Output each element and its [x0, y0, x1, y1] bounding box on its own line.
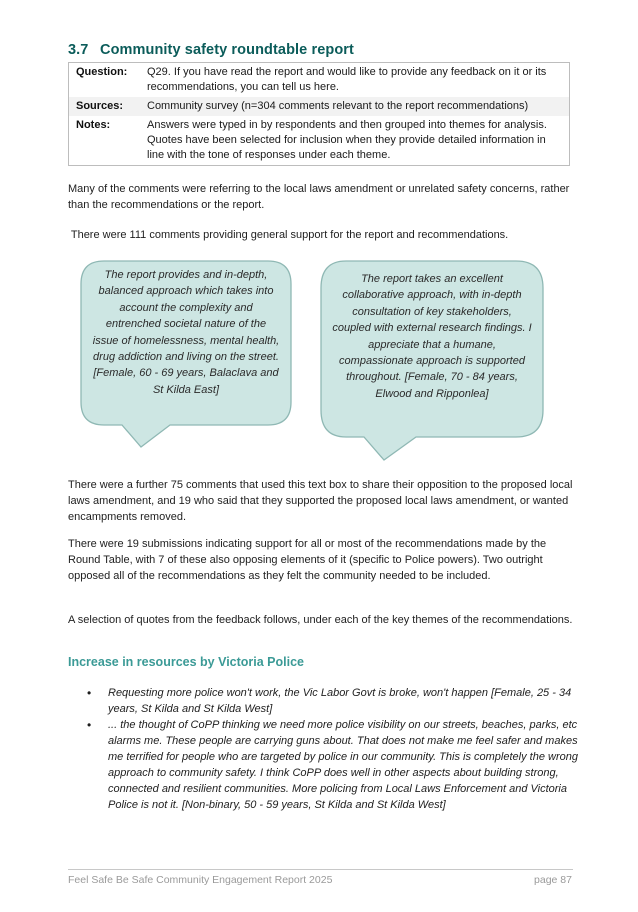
theme-heading: Increase in resources by Victoria Police: [68, 655, 304, 669]
sources-value: Community survey (n=304 comments relevant to the report recommendations): [140, 97, 570, 116]
quote-text: ... the thought of CoPP thinking we need more police visibility on our streets, beaches, parks, etc alarms me. These people are carrying guns about. That does not make me feel safer and makes me terrified for people who are targeted by police in our community. This is completely the wrong approach to community safety. I think CoPP does well in other aspects about building strong, connected and resilient communities. More policing from Local Laws Enforcement and Victoria Police is not it. [Non-binary, 50 - 59 years, St Kilda and St Kilda West]: [108, 719, 578, 811]
notes-value: Answers were typed in by respondents and then grouped into themes for analysis. Quotes have been selected for inclusion when they provide detailed information in line with the tone of responses under each theme.: [147, 119, 547, 161]
list-item: [68, 717, 578, 813]
question-info-table: [68, 62, 570, 166]
section-title: Community safety roundtable report: [100, 42, 354, 58]
quote-list: [68, 685, 578, 813]
bullet-icon: •: [87, 686, 92, 700]
footer-report-title: Feel Safe Be Safe Community Engagement Report 2025: [68, 874, 333, 886]
quote-text: Requesting more police won't work, the Vic Labor Govt is broke, won't happen [Female, 25 - 34 years, St Kilda and St Kilda West]: [108, 687, 572, 715]
paragraph-selection: A selection of quotes from the feedback follows, under each of the key themes of the recommendations.: [68, 614, 573, 626]
quote-callout-1: [78, 259, 294, 451]
bullet-icon: •: [87, 718, 92, 732]
paragraph-general-support: There were 111 comments providing general support for the report and recommendations.: [68, 229, 509, 241]
table-row: [69, 116, 570, 166]
paragraph-opposition: There were a further 75 comments that used this text box to share their opposition to the proposed local laws amendment, and 19 who said that they supported the proposed local laws amendment, or wanted encampments removed.: [68, 479, 573, 523]
list-item: [68, 685, 578, 717]
footer-page-number: page 87: [534, 874, 572, 886]
question-label: Question:: [76, 66, 128, 78]
section-number: 3.7: [68, 42, 89, 58]
sources-label: Sources:: [69, 97, 141, 116]
footer-divider: [68, 869, 573, 870]
notes-label: Notes:: [76, 119, 111, 131]
callout-quote-text: The report provides and in-depth, balanced approach which takes into account the complexity and entrenched societal nature of the issue of homelessness, mental health, drug addiction and living on the street. [Female, 60 - 69 years, Balaclava and St Kilda East]: [92, 269, 280, 396]
paragraph-submissions: There were 19 submissions indicating support for all or most of the recommendations made by the Round Table, with 7 of these also opposing elements of it (specific to Police powers). Two outright opposed all of the recommendations as they felt the community needed to be included.: [68, 538, 547, 582]
paragraph-local-laws: Many of the comments were referring to the local laws amendment or unrelated safety concerns, rather than the recommendations or the report.: [68, 183, 570, 211]
table-row: [69, 97, 570, 116]
quote-callout-2: [318, 259, 546, 464]
callout-quote-text: The report takes an excellent collaborative approach, with in-depth consultation of key stakeholders, coupled with external research findings. I appreciate that a humane, compassionate approach is supported throughout. [Female, 70 - 84 years, Elwood and Ripponlea]: [332, 273, 532, 400]
question-value: Q29. If you have read the report and would like to provide any feedback on it or its recommendations, you can tell us here.: [147, 66, 547, 93]
section-heading: [68, 42, 354, 58]
table-row: [69, 63, 570, 98]
